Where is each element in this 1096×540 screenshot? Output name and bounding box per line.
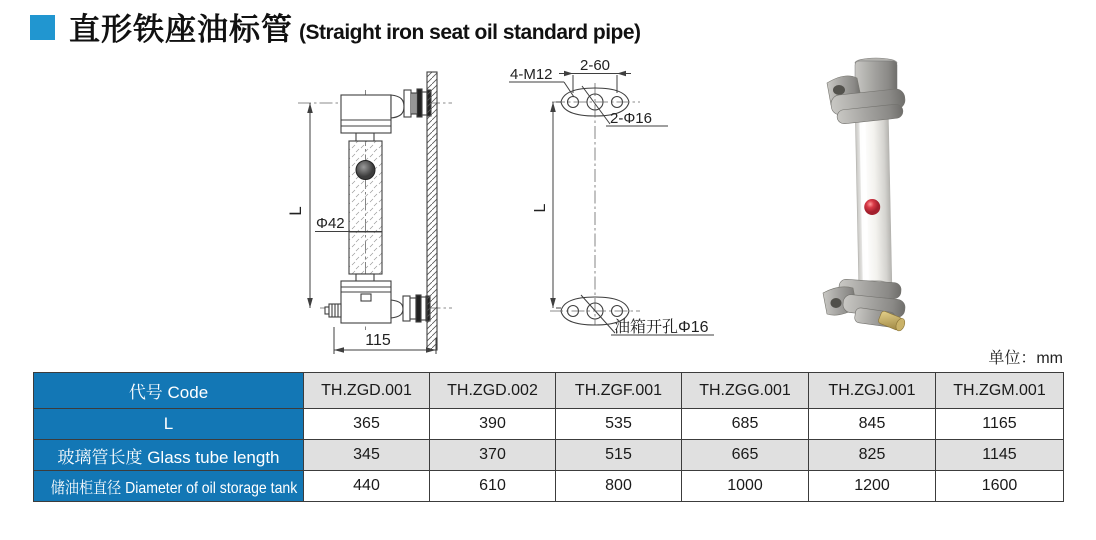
cell-value: 390 [430, 409, 556, 440]
top-fitting [341, 89, 431, 141]
spec-table [33, 372, 1064, 502]
cell-value: 515 [556, 440, 682, 471]
row-label: 储油柜直径 Diameter of oil storage tank [34, 471, 304, 502]
row-label: 玻璃管长度 Glass tube length [34, 440, 304, 471]
svg-text:油箱开孔Φ16: 油箱开孔Φ16 [614, 319, 709, 336]
blue-square-bullet-icon [30, 15, 55, 40]
cell-value: 825 [809, 440, 936, 471]
svg-text:2-Φ16: 2-Φ16 [610, 110, 652, 127]
table-row-L [34, 409, 1064, 440]
cell-value: 345 [304, 440, 430, 471]
cell-value: 1200 [809, 471, 936, 502]
code-header: TH.ZGM.001 [936, 373, 1064, 409]
photo-top-seat [827, 58, 906, 124]
page-title-en: (Straight iron seat oil standard pipe) [299, 21, 641, 44]
cell-value: 1165 [936, 409, 1064, 440]
side-view-drawing [280, 55, 460, 365]
photo-bottom-seat [823, 279, 907, 332]
table-row-glass-tube-length [34, 440, 1064, 471]
cell-value: 440 [304, 471, 430, 502]
cell-value: 535 [556, 409, 682, 440]
product-photo [795, 57, 1010, 357]
float-ball [356, 161, 375, 180]
corner-label: 代号 Code [34, 373, 304, 409]
photo-glass-tube [855, 97, 892, 298]
svg-text:L: L [286, 206, 305, 216]
code-header: TH.ZGG.001 [682, 373, 809, 409]
dim-L [532, 102, 561, 308]
dim-115 [334, 327, 436, 354]
bottom-fitting [325, 274, 430, 323]
cell-value: 1145 [936, 440, 1064, 471]
cell-value: 365 [304, 409, 430, 440]
page-header [30, 14, 641, 45]
cell-value: 370 [430, 440, 556, 471]
cell-value: 800 [556, 471, 682, 502]
mounting-wall [427, 72, 437, 350]
front-view-drawing [490, 55, 720, 350]
page-title-zh: 直形铁座油标管 [69, 12, 293, 47]
cell-value: 845 [809, 409, 936, 440]
unit-label: 单位：mm [988, 350, 1063, 367]
cell-value: 665 [682, 440, 809, 471]
table-row-tank-diameter [34, 471, 1064, 502]
dim-L [286, 103, 313, 308]
svg-text:L: L [532, 203, 549, 213]
cell-value: 1000 [682, 471, 809, 502]
code-header: TH.ZGF.001 [556, 373, 682, 409]
code-header: TH.ZGD.001 [304, 373, 430, 409]
cell-value: 685 [682, 409, 809, 440]
svg-text:4-M12: 4-M12 [510, 66, 553, 83]
table-header-row [34, 373, 1064, 409]
cell-value: 610 [430, 471, 556, 502]
cell-value: 1600 [936, 471, 1064, 502]
svg-text:Φ42: Φ42 [316, 215, 345, 232]
code-header: TH.ZGJ.001 [809, 373, 936, 409]
svg-text:115: 115 [365, 332, 391, 349]
row-label: L [34, 409, 304, 440]
label-thread [509, 66, 574, 97]
code-header: TH.ZGD.002 [430, 373, 556, 409]
svg-text:2-60: 2-60 [579, 57, 611, 74]
